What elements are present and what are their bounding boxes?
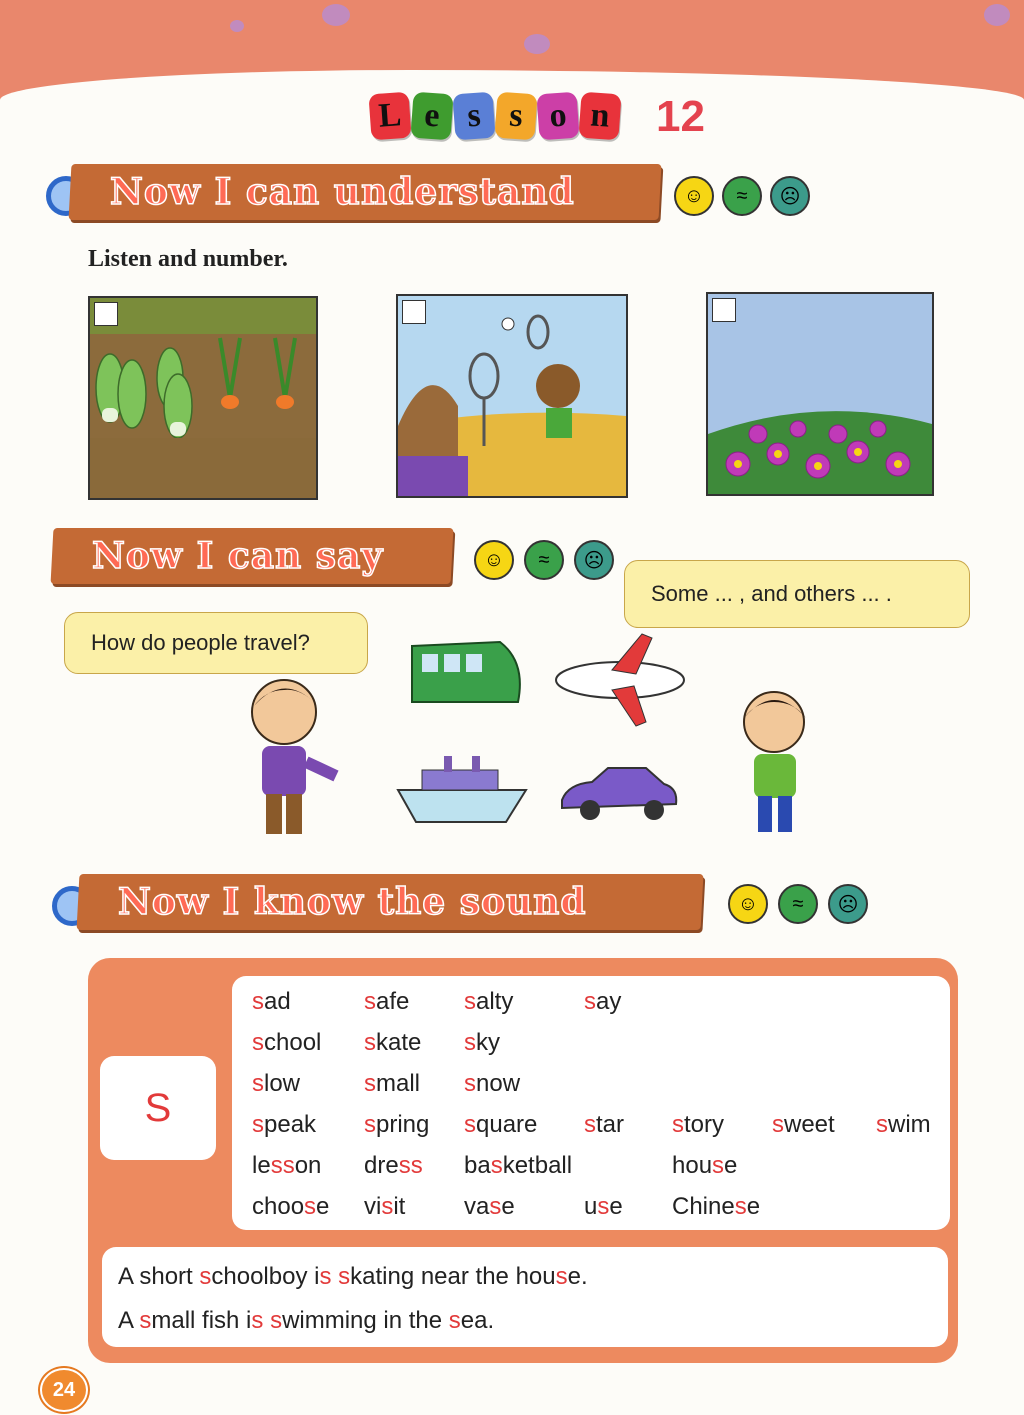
happy-face-icon[interactable]: ☺ [728, 884, 768, 924]
vegetable-field-illustration [90, 298, 316, 498]
lesson-letter-tile: o [536, 92, 579, 141]
section-title: Now I can say [92, 535, 384, 577]
banner-sound [77, 874, 704, 930]
lesson-letter-tile: L [368, 92, 411, 141]
sound-word: Chinese [672, 1193, 761, 1220]
sound-word: school [252, 1029, 322, 1056]
section-title: Now I can understand [110, 171, 575, 213]
sound-word: vase [464, 1193, 515, 1220]
sound-word: visit [364, 1193, 406, 1220]
boy-illustration [240, 676, 340, 846]
sound-word: say [584, 988, 622, 1015]
sound-word: square [464, 1111, 538, 1138]
girl-illustration [734, 688, 820, 838]
train-icon [408, 632, 526, 708]
girl-answer: Some ... , and others ... . [651, 581, 892, 606]
number-box[interactable] [94, 302, 118, 326]
sound-word: safe [364, 988, 410, 1015]
sound-word: sad [252, 988, 291, 1015]
sad-face-icon[interactable]: ☹ [828, 884, 868, 924]
sound-word: choose [252, 1193, 330, 1220]
sound-word: speak [252, 1111, 317, 1138]
word-list [232, 976, 950, 1230]
practice-sentence: A short schoolboy is skating near the house. [118, 1263, 588, 1290]
letter-box: S [100, 1056, 216, 1160]
sound-word: sky [464, 1029, 500, 1056]
plane-icon [552, 630, 688, 730]
badminton-illustration [398, 296, 626, 496]
section-title: Now I know the sound [118, 881, 587, 923]
sound-word: lesson [252, 1152, 322, 1179]
lesson-number: 12 [656, 92, 705, 141]
flower-field-illustration [708, 294, 932, 494]
happy-face-icon[interactable]: ☺ [474, 540, 514, 580]
sound-word: snow [464, 1070, 521, 1097]
sound-word: use [584, 1193, 623, 1220]
sound-word: swim [876, 1111, 931, 1138]
sound-word: small [364, 1070, 421, 1097]
lesson-letter-tile: s [452, 92, 495, 141]
picture-badminton [396, 294, 628, 498]
speech-bubble-boy [64, 612, 368, 674]
neutral-face-icon[interactable]: ≈ [778, 884, 818, 924]
sound-word: skate [364, 1029, 422, 1056]
sound-word: story [672, 1111, 725, 1138]
neutral-face-icon[interactable]: ≈ [524, 540, 564, 580]
ship-icon [394, 756, 530, 826]
sound-word: sweet [772, 1111, 835, 1138]
picture-flowers [706, 292, 934, 496]
decor-dot [984, 4, 1010, 26]
sad-face-icon[interactable]: ☹ [770, 176, 810, 216]
boy-question: How do people travel? [91, 630, 310, 655]
number-box[interactable] [402, 300, 426, 324]
speech-bubble-girl [624, 560, 970, 628]
number-box[interactable] [712, 298, 736, 322]
banner-understand [69, 164, 662, 220]
neutral-face-icon[interactable]: ≈ [722, 176, 762, 216]
car-icon [558, 764, 680, 824]
sad-face-icon[interactable]: ☹ [574, 540, 614, 580]
sound-word: slow [252, 1070, 301, 1097]
happy-face-icon[interactable]: ☺ [674, 176, 714, 216]
sentence-box [102, 1247, 948, 1347]
lesson-letter-tile: e [410, 92, 453, 141]
sound-word: dress [364, 1152, 423, 1179]
lesson-letter-tile: s [494, 92, 537, 141]
sound-word: house [672, 1152, 738, 1179]
sound-word: spring [364, 1111, 430, 1138]
instruction: Listen and number. [88, 246, 288, 272]
lesson-letter-tile: n [578, 92, 621, 141]
decor-dot [322, 4, 350, 26]
page-number: 24 [40, 1368, 88, 1412]
banner-say [51, 528, 454, 584]
practice-sentence: A small fish is swimming in the sea. [118, 1307, 495, 1334]
sound-word: basketball [464, 1152, 573, 1179]
decor-dot [524, 34, 550, 54]
picture-vegetable-field [88, 296, 318, 500]
decor-dot [230, 20, 244, 32]
sound-word: salty [464, 988, 514, 1015]
sound-word: star [584, 1111, 625, 1138]
lesson-title [370, 86, 620, 146]
